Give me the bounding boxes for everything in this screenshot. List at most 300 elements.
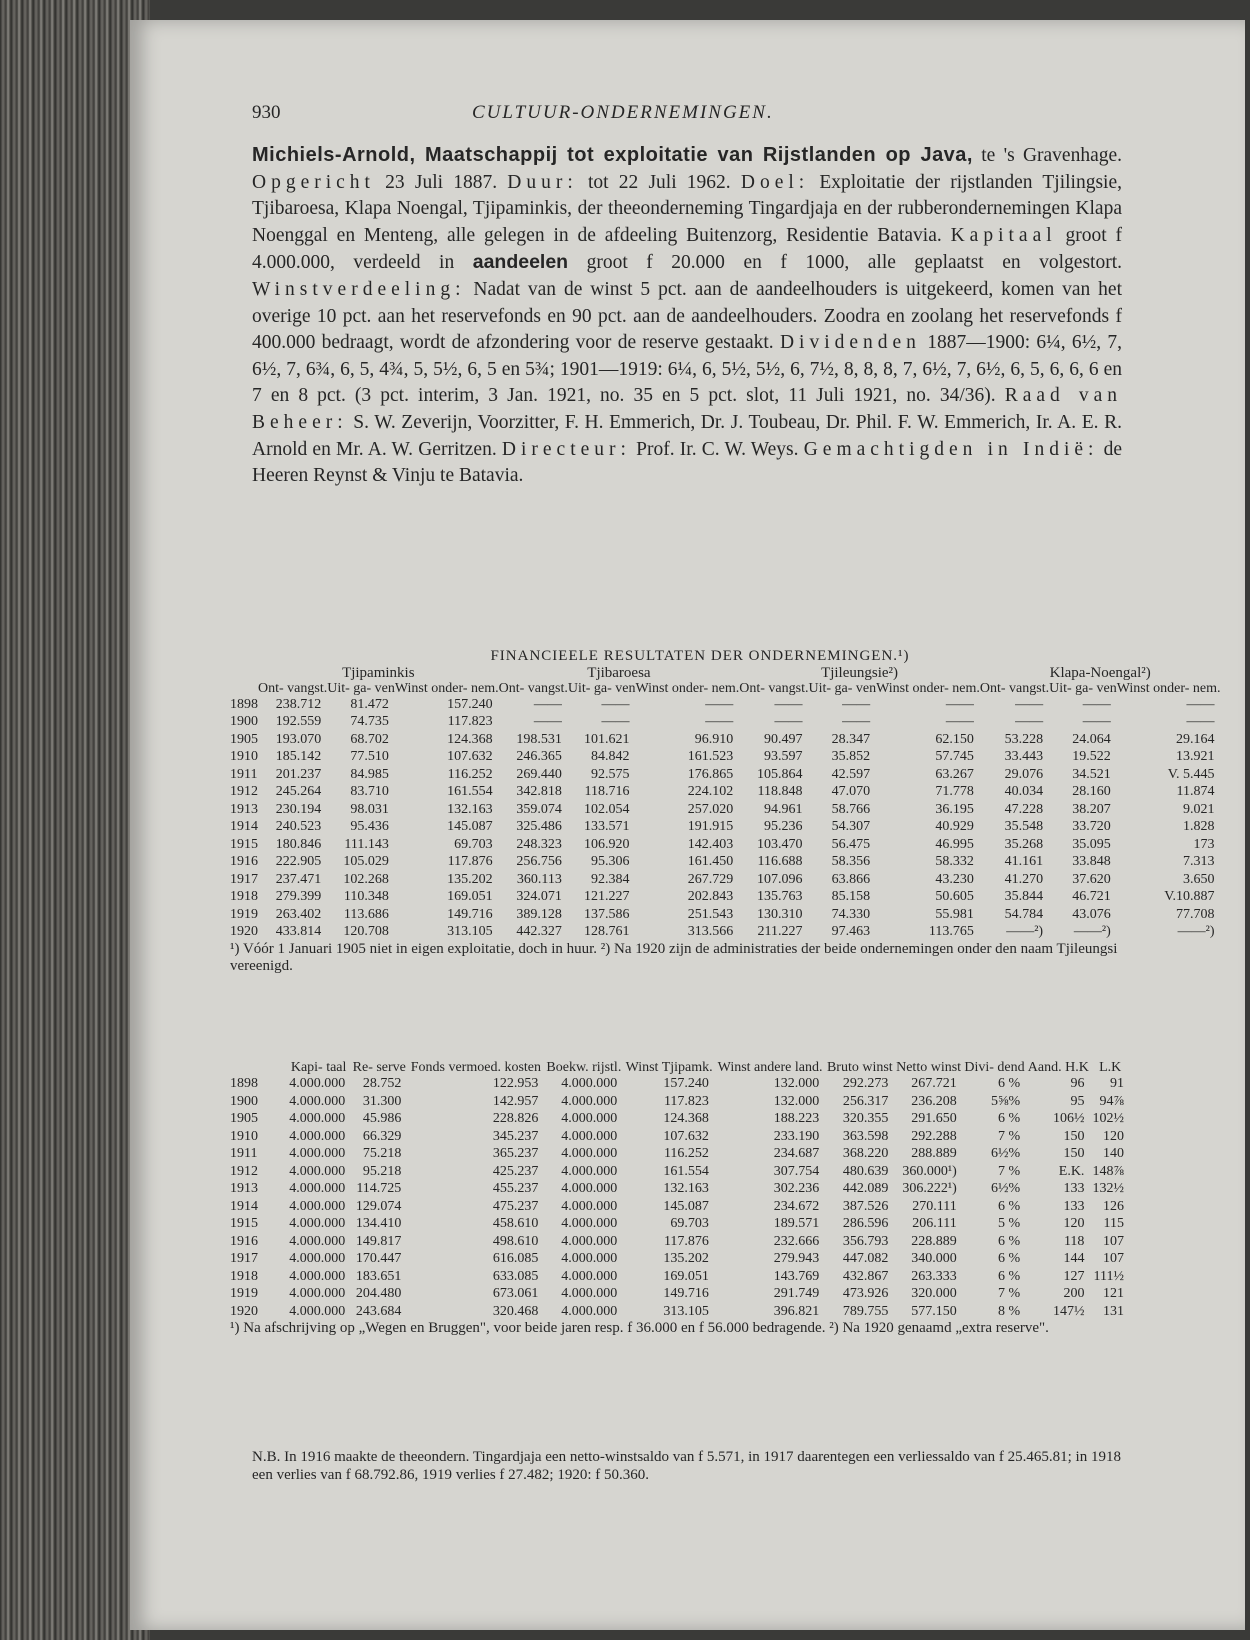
col-head: Re- serve bbox=[352, 1060, 406, 1075]
table-cell: 188.223 bbox=[773, 1111, 820, 1126]
table-cell: 204.480 bbox=[355, 1286, 402, 1301]
table-cell: 130.310 bbox=[756, 906, 803, 922]
table-row bbox=[230, 1075, 1130, 1093]
table-cell: 117.876 bbox=[663, 1233, 709, 1249]
table-row bbox=[230, 748, 1221, 766]
table-cell: 185.142 bbox=[275, 749, 322, 764]
table-cell: 320.355 bbox=[842, 1111, 889, 1126]
table-cell: 360.000¹) bbox=[902, 1163, 957, 1179]
table-cell: 256.756 bbox=[516, 854, 562, 869]
raad-label: Raad van Beheer: bbox=[252, 385, 1123, 433]
table-cell: 97.463 bbox=[831, 924, 871, 939]
kapitaal-pre: groot f 4.000.000, verdeeld in bbox=[252, 224, 1123, 274]
table-cell: 120 bbox=[1063, 1216, 1085, 1231]
table-cell: —— bbox=[842, 696, 871, 712]
table-cell: 55.981 bbox=[935, 906, 974, 922]
row-year: 1917 bbox=[230, 871, 258, 887]
table-cell: 458.610 bbox=[492, 1216, 539, 1231]
table-cell: 135.202 bbox=[447, 871, 493, 887]
table-cell: 28.752 bbox=[362, 1076, 402, 1091]
table-cell: 75.218 bbox=[362, 1146, 402, 1161]
table-cell: 132.000 bbox=[773, 1076, 820, 1091]
table-row bbox=[230, 1163, 1130, 1181]
table-cell: —— bbox=[1015, 714, 1044, 729]
table-row bbox=[230, 818, 1221, 836]
table-cell: 84.842 bbox=[591, 749, 630, 764]
col-head: Aand. H.K bbox=[1027, 1060, 1089, 1075]
table-cell: 133 bbox=[1063, 1181, 1085, 1196]
table-cell: 224.102 bbox=[687, 784, 734, 799]
table-cell: 425.237 bbox=[492, 1163, 539, 1179]
table-cell: 118.716 bbox=[584, 784, 630, 799]
table-cell: —— bbox=[774, 696, 803, 712]
table-cell: 96 bbox=[1070, 1076, 1085, 1091]
kapitaal-post: groot f 20.000 en f 1000, alle geplaatst en volgestort. bbox=[586, 252, 1123, 274]
col-head: L.K bbox=[1099, 1060, 1122, 1075]
table-cell: 4.000.000 bbox=[289, 1268, 346, 1284]
table-cell: 143.769 bbox=[773, 1268, 820, 1284]
table-cell: 4.000.000 bbox=[289, 1286, 346, 1301]
table-cell: 68.702 bbox=[350, 731, 389, 747]
table-cell: 222.905 bbox=[275, 854, 322, 869]
table-cell: 92.384 bbox=[591, 871, 630, 887]
table-cell: 313.566 bbox=[687, 924, 734, 939]
table-cell: 169.051 bbox=[447, 889, 493, 904]
table-cell: 90.497 bbox=[763, 731, 803, 747]
table-cell: 95 bbox=[1070, 1093, 1085, 1109]
table-cell: 306.222¹) bbox=[902, 1181, 957, 1196]
table-cell: 577.150 bbox=[911, 1303, 957, 1319]
table-cell: 292.273 bbox=[842, 1076, 889, 1091]
table-cell: 54.307 bbox=[831, 819, 871, 834]
table-cell: 50.605 bbox=[935, 889, 974, 904]
table-cell: —— bbox=[601, 714, 630, 729]
table-cell: 173 bbox=[1193, 836, 1215, 852]
table-cell: 118.848 bbox=[757, 784, 803, 799]
table-cell: 6½% bbox=[991, 1146, 1021, 1161]
row-year: 1914 bbox=[230, 819, 258, 834]
table-cell: 111.143 bbox=[344, 836, 389, 852]
row-year: 1915 bbox=[230, 836, 258, 852]
table-cell: 230.194 bbox=[275, 801, 322, 817]
table-cell: 11.874 bbox=[1176, 784, 1215, 799]
row-year: 1917 bbox=[230, 1251, 258, 1266]
fin-group: Tjileungsie²) bbox=[821, 664, 899, 681]
table-cell: —— bbox=[1015, 696, 1044, 712]
table-cell: 35.095 bbox=[1072, 836, 1111, 852]
table-cell: 157.240 bbox=[447, 696, 493, 712]
nb-note: N.B. In 1916 maakte de theeondern. Tingardjaja een netto-winstsaldo van f 5.571, in 1917 daarentegen een verliessaldo van f 25.465.81; in 1918 een verlies van f 68.792.86, 1919 verlies f 27.482; 1920: f 50.360. bbox=[252, 1449, 1121, 1483]
table-cell: 38.207 bbox=[1072, 801, 1111, 817]
table-cell: 356.793 bbox=[842, 1233, 889, 1249]
row-year: 1900 bbox=[230, 714, 258, 729]
table-cell: 246.365 bbox=[516, 749, 562, 764]
table-cell: 161.554 bbox=[447, 784, 493, 799]
table-cell: 789.755 bbox=[842, 1303, 889, 1319]
col-head: Ont- vangst. bbox=[498, 680, 568, 696]
table-cell: 54.784 bbox=[1004, 906, 1044, 922]
table-cell: ——²) bbox=[1006, 924, 1044, 939]
gemachtigden-value: de Heeren Reynst & Vinju te Batavia. bbox=[252, 438, 1123, 487]
table-cell: 387.526 bbox=[842, 1198, 889, 1214]
col-head: Uit- ga- ven bbox=[327, 680, 395, 696]
table-cell: 3.650 bbox=[1183, 871, 1215, 887]
table-cell: V. 5.445 bbox=[1167, 766, 1215, 782]
table-row bbox=[230, 1180, 1130, 1198]
row-year: 1911 bbox=[230, 766, 258, 782]
table-cell: 4.000.000 bbox=[289, 1111, 346, 1126]
table-cell: 340.000 bbox=[911, 1251, 957, 1266]
table-cell: 40.034 bbox=[1004, 784, 1044, 799]
table-cell: 180.846 bbox=[275, 836, 322, 852]
table-cell: 132.163 bbox=[663, 1181, 709, 1196]
table-cell: 71.778 bbox=[935, 784, 974, 799]
table-row bbox=[230, 888, 1221, 906]
table-cell: 117.823 bbox=[663, 1093, 709, 1109]
table-row bbox=[230, 1250, 1130, 1268]
col-head: Winst Tjipamk. bbox=[625, 1060, 713, 1075]
table-cell: 110.348 bbox=[343, 889, 389, 904]
table-row bbox=[230, 696, 1221, 714]
table-cell: 191.915 bbox=[687, 819, 734, 834]
table-cell: 147½ bbox=[1052, 1303, 1085, 1319]
table-cell: 42.597 bbox=[831, 766, 871, 782]
table-row bbox=[230, 853, 1221, 871]
table-cell: 144 bbox=[1063, 1251, 1085, 1266]
table-cell: 142.403 bbox=[687, 836, 734, 852]
table-cell: 4.000.000 bbox=[561, 1093, 618, 1109]
table-cell: 4.000.000 bbox=[561, 1216, 618, 1231]
table-cell: 257.020 bbox=[687, 801, 734, 817]
table-cell: 4.000.000 bbox=[561, 1076, 618, 1091]
row-year: 1910 bbox=[230, 1128, 258, 1144]
table-cell: 389.128 bbox=[516, 906, 562, 922]
table-cell: 4.000.000 bbox=[561, 1303, 618, 1319]
table-cell: 368.220 bbox=[842, 1146, 889, 1161]
table-cell: 28.347 bbox=[831, 731, 871, 747]
table-cell: 325.486 bbox=[516, 819, 562, 834]
table-cell: 360.113 bbox=[516, 871, 562, 887]
table-cell: 13.921 bbox=[1176, 749, 1215, 764]
col-head: Uit- ga- ven bbox=[808, 680, 877, 696]
table-cell: —— bbox=[774, 714, 803, 729]
fin-group: Tjipaminkis bbox=[342, 664, 415, 681]
row-year: 1916 bbox=[230, 854, 258, 869]
table-cell: 193.070 bbox=[275, 731, 322, 747]
table-cell: 94.961 bbox=[763, 801, 803, 817]
col-head: Uit- ga- ven bbox=[1049, 680, 1117, 696]
row-year: 1919 bbox=[230, 1286, 258, 1301]
table-cell: 116.252 bbox=[663, 1146, 709, 1161]
fin-group: Tjibaroesa bbox=[587, 664, 651, 681]
table-cell: 74.735 bbox=[350, 714, 389, 729]
table-cell: 37.620 bbox=[1072, 871, 1111, 887]
table-cell: 132.163 bbox=[447, 801, 493, 817]
col-head: Ont- vangst. bbox=[979, 680, 1050, 696]
table-cell: 302.236 bbox=[773, 1181, 820, 1196]
table-row bbox=[230, 1145, 1130, 1163]
table-cell: 198.531 bbox=[516, 731, 562, 747]
gemachtigden-label: Gemachtigden in Indië: bbox=[803, 438, 1099, 460]
table-cell: 84.985 bbox=[350, 766, 389, 782]
table-cell: 74.330 bbox=[831, 906, 871, 922]
company-entry bbox=[252, 142, 1122, 490]
table-cell: 263.333 bbox=[911, 1268, 957, 1284]
fin-table bbox=[230, 666, 1221, 941]
col-head: Kapi- taal bbox=[290, 1060, 347, 1075]
table-cell: 7 % bbox=[998, 1128, 1021, 1144]
table-row bbox=[230, 1198, 1130, 1216]
table-cell: 4.000.000 bbox=[561, 1181, 618, 1196]
table-cell: 279.399 bbox=[275, 889, 322, 904]
table-cell: 324.071 bbox=[516, 889, 562, 904]
table-cell: 116.252 bbox=[447, 766, 493, 782]
table-cell: 233.190 bbox=[773, 1128, 820, 1144]
doel-label: Doel: bbox=[740, 171, 810, 193]
table-cell: 121 bbox=[1103, 1286, 1124, 1301]
table-cell: 6 % bbox=[998, 1251, 1021, 1266]
table-cell: 4.000.000 bbox=[289, 1146, 346, 1161]
table-cell: 149.817 bbox=[355, 1233, 402, 1249]
winst-label: Winstverdeeling: bbox=[252, 278, 466, 300]
company-name: Michiels-Arnold, Maatschappij tot exploitatie van Rijstlanden op Java, bbox=[252, 144, 973, 166]
company-seat: te 's Gravenhage. bbox=[981, 145, 1123, 166]
table-cell: 157.240 bbox=[663, 1076, 709, 1091]
duur-label: Duur: bbox=[507, 171, 578, 193]
table-cell: 107.632 bbox=[447, 749, 493, 764]
table-cell: 102½ bbox=[1092, 1111, 1124, 1126]
table-row bbox=[230, 1215, 1130, 1233]
table-cell: 113.765 bbox=[928, 924, 974, 939]
table-cell: —— bbox=[842, 714, 871, 729]
table-cell: 320.000 bbox=[911, 1286, 957, 1301]
table-cell: E.K. bbox=[1058, 1163, 1085, 1179]
row-year: 1916 bbox=[230, 1233, 258, 1249]
bal-table bbox=[230, 1060, 1130, 1320]
aandeelen-term: aandeelen bbox=[472, 251, 569, 274]
fin-caption: FINANCIEELE RESULTATEN DER ONDERNEMINGEN.¹) bbox=[490, 648, 910, 664]
table-cell: 116.688 bbox=[757, 854, 803, 869]
table-cell: 4.000.000 bbox=[289, 1163, 346, 1179]
table-cell: —— bbox=[1082, 696, 1111, 712]
duur-value: tot 22 Juli 1962. bbox=[587, 171, 731, 193]
fin-footnote: ¹) Vóór 1 Januari 1905 niet in eigen exploitatie, doch in huur. ²) Na 1920 zijn de administraties der beide ondernemingen onder den naam Tjileungsi vereenigd. bbox=[230, 940, 1118, 974]
row-year: 1912 bbox=[230, 784, 258, 799]
table-cell: 36.195 bbox=[935, 801, 974, 817]
table-cell: 124.368 bbox=[447, 731, 493, 747]
table-cell: 320.468 bbox=[492, 1303, 539, 1319]
raad-value: S. W. Zeverijn, Voorzitter, F. H. Emmerich, Dr. J. Toubeau, Dr. Phil. F. W. Emmerich, Ir. A. E. R. Arnold en Mr. A. W. Gerritzen. bbox=[252, 411, 1123, 460]
table-cell: 94⅞ bbox=[1099, 1093, 1124, 1109]
table-cell: 134.410 bbox=[355, 1216, 402, 1231]
table-cell: 616.085 bbox=[492, 1251, 539, 1266]
table-cell: —— bbox=[601, 696, 630, 712]
table-cell: 63.267 bbox=[935, 766, 974, 782]
table-cell: 4.000.000 bbox=[561, 1251, 618, 1266]
row-year: 1913 bbox=[230, 1181, 258, 1196]
row-year: 1919 bbox=[230, 906, 258, 922]
table-cell: 132.000 bbox=[773, 1093, 820, 1109]
table-cell: —— bbox=[1186, 714, 1215, 729]
table-row bbox=[230, 1268, 1130, 1286]
table-cell: 673.061 bbox=[492, 1286, 539, 1301]
col-head: Winst onder- nem. bbox=[876, 680, 980, 696]
table-cell: 307.754 bbox=[773, 1163, 820, 1179]
table-cell: 45.986 bbox=[362, 1111, 402, 1126]
table-cell: 140 bbox=[1103, 1146, 1124, 1161]
table-row bbox=[230, 731, 1221, 749]
table-cell: 4.000.000 bbox=[289, 1198, 346, 1214]
table-cell: 57.745 bbox=[935, 749, 974, 764]
table-cell: 33.720 bbox=[1072, 819, 1111, 834]
table-cell: 206.111 bbox=[912, 1216, 957, 1231]
table-cell: 113.686 bbox=[343, 906, 389, 922]
table-cell: ——²) bbox=[1177, 924, 1215, 939]
row-year: 1914 bbox=[230, 1198, 258, 1214]
table-cell: 102.054 bbox=[584, 801, 630, 817]
row-year: 1912 bbox=[230, 1163, 258, 1179]
directeur-label: Directeur: bbox=[501, 438, 631, 460]
table-cell: 107.632 bbox=[663, 1128, 709, 1144]
table-cell: 9.021 bbox=[1183, 801, 1215, 817]
table-row bbox=[230, 1110, 1130, 1128]
table-cell: 263.402 bbox=[275, 906, 322, 922]
table-cell: 35.268 bbox=[1004, 836, 1044, 852]
table-cell: 132½ bbox=[1092, 1181, 1124, 1196]
table-cell: 270.111 bbox=[912, 1198, 957, 1214]
table-cell: 4.000.000 bbox=[289, 1251, 346, 1266]
table-cell: 81.472 bbox=[350, 696, 389, 712]
table-cell: 56.475 bbox=[831, 836, 871, 852]
table-cell: 396.821 bbox=[773, 1303, 820, 1319]
table-cell: 4.000.000 bbox=[561, 1128, 618, 1144]
row-year: 1905 bbox=[230, 1111, 258, 1126]
table-cell: 236.208 bbox=[911, 1093, 957, 1109]
table-row bbox=[230, 906, 1221, 924]
table-cell: 58.766 bbox=[831, 801, 871, 817]
table-cell: 4.000.000 bbox=[561, 1268, 618, 1284]
table-cell: 41.161 bbox=[1004, 854, 1044, 869]
row-year: 1913 bbox=[230, 801, 258, 817]
table-cell: 77.510 bbox=[350, 749, 389, 764]
table-cell: 135.763 bbox=[756, 889, 803, 904]
winst-value: Nadat van de winst 5 pct. aan de aandeelhouders is uitgekeerd, komen van het overige 10 pct. aan het reservefonds en 90 pct. aan de aandeelhouders. Zoodra en zoolang het reservefonds f 400.000 bedraagt, wordt de afzondering voor de reserve gestaakt. bbox=[252, 278, 1122, 354]
col-head: Winst onder- nem. bbox=[394, 680, 499, 696]
table-cell: —— bbox=[705, 696, 734, 712]
row-year: 1920 bbox=[230, 1303, 258, 1319]
table-cell: 29.164 bbox=[1176, 731, 1215, 747]
balance-results bbox=[230, 1060, 1130, 1337]
table-cell: 4.000.000 bbox=[289, 1233, 346, 1249]
table-cell: 4.000.000 bbox=[289, 1076, 346, 1091]
fin-group: Klapa-Noengal²) bbox=[1049, 664, 1151, 681]
kapitaal-label: Kapitaal bbox=[950, 224, 1057, 246]
table-row bbox=[230, 1128, 1130, 1146]
table-cell: 46.721 bbox=[1072, 889, 1111, 904]
table-cell: 107.096 bbox=[756, 871, 803, 887]
table-cell: 170.447 bbox=[355, 1251, 402, 1266]
table-cell: 120.708 bbox=[343, 924, 389, 939]
table-row bbox=[230, 801, 1221, 819]
col-head: Ont- vangst. bbox=[739, 680, 809, 696]
table-cell: 228.889 bbox=[911, 1233, 957, 1249]
table-cell: 211.227 bbox=[757, 924, 803, 939]
doel-value: Exploitatie der rijstlanden Tjilingsie, Tjibaroesa, Klapa Noengal, Tjipaminkis, der theeonderneming Tingardjaja en der rubberondernemingen Klapa Noenggal en Menteng, alle gelegen in de afdeeling Buitenzorg, Residentie Batavia. bbox=[252, 171, 1122, 246]
col-head: Divi- dend bbox=[964, 1060, 1025, 1075]
table-cell: 31.300 bbox=[362, 1093, 402, 1109]
table-cell: 5⅝% bbox=[991, 1093, 1021, 1109]
table-cell: 95.306 bbox=[591, 854, 630, 869]
table-cell: 6 % bbox=[998, 1268, 1021, 1284]
table-cell: —— bbox=[1082, 714, 1111, 729]
col-head: Winst onder- nem. bbox=[635, 680, 740, 696]
table-cell: 365.237 bbox=[492, 1146, 539, 1161]
table-cell: 95.236 bbox=[763, 819, 803, 834]
table-row bbox=[230, 713, 1221, 731]
table-cell: 7.313 bbox=[1183, 854, 1215, 869]
table-cell: 35.852 bbox=[831, 749, 871, 764]
table-cell: 41.270 bbox=[1004, 871, 1044, 887]
table-cell: 4.000.000 bbox=[289, 1128, 346, 1144]
table-cell: 4.000.000 bbox=[561, 1146, 618, 1161]
table-cell: 47.228 bbox=[1004, 801, 1044, 817]
row-year: 1918 bbox=[230, 1268, 258, 1284]
table-cell: 58.356 bbox=[831, 854, 871, 869]
table-row bbox=[230, 1303, 1130, 1321]
row-year: 1911 bbox=[230, 1146, 258, 1161]
table-cell: 345.237 bbox=[492, 1128, 539, 1144]
page bbox=[130, 20, 1245, 1630]
table-cell: 234.672 bbox=[773, 1198, 820, 1214]
opgericht-label: Opgericht bbox=[252, 171, 375, 193]
table-cell: 150 bbox=[1063, 1128, 1085, 1144]
table-cell: 4.000.000 bbox=[561, 1198, 618, 1214]
dividenden-label: Dividenden bbox=[779, 332, 921, 354]
table-cell: 442.089 bbox=[842, 1181, 889, 1196]
col-head: Netto winst bbox=[896, 1060, 962, 1075]
table-cell: 237.471 bbox=[275, 871, 322, 887]
table-cell: 200 bbox=[1063, 1286, 1085, 1301]
table-cell: 432.867 bbox=[842, 1268, 889, 1284]
table-cell: 4.000.000 bbox=[289, 1303, 346, 1319]
table-cell: 161.554 bbox=[663, 1163, 709, 1179]
table-cell: 633.085 bbox=[492, 1268, 539, 1284]
table-cell: 120 bbox=[1103, 1128, 1124, 1144]
table-cell: 114.725 bbox=[356, 1181, 402, 1196]
table-cell: —— bbox=[945, 714, 974, 729]
table-cell: 122.953 bbox=[492, 1076, 539, 1091]
table-cell: 243.684 bbox=[355, 1303, 402, 1319]
table-cell: 83.710 bbox=[350, 784, 389, 799]
row-year: 1898 bbox=[230, 696, 258, 712]
table-row bbox=[230, 836, 1221, 854]
table-cell: 240.523 bbox=[275, 819, 322, 834]
table-cell: 442.327 bbox=[516, 924, 562, 939]
table-cell: 480.639 bbox=[842, 1163, 889, 1179]
table-cell: 342.818 bbox=[516, 784, 562, 799]
table-cell: 24.064 bbox=[1072, 731, 1111, 747]
table-cell: 256.317 bbox=[842, 1093, 889, 1109]
table-cell: 85.158 bbox=[831, 889, 871, 904]
table-row bbox=[230, 766, 1221, 784]
table-cell: 234.687 bbox=[773, 1146, 820, 1161]
table-cell: —— bbox=[945, 696, 974, 712]
table-row bbox=[230, 871, 1221, 889]
table-cell: 313.105 bbox=[447, 924, 493, 939]
table-cell: 7 % bbox=[998, 1286, 1021, 1301]
row-year: 1900 bbox=[230, 1093, 258, 1109]
table-cell: 267.721 bbox=[911, 1076, 957, 1091]
